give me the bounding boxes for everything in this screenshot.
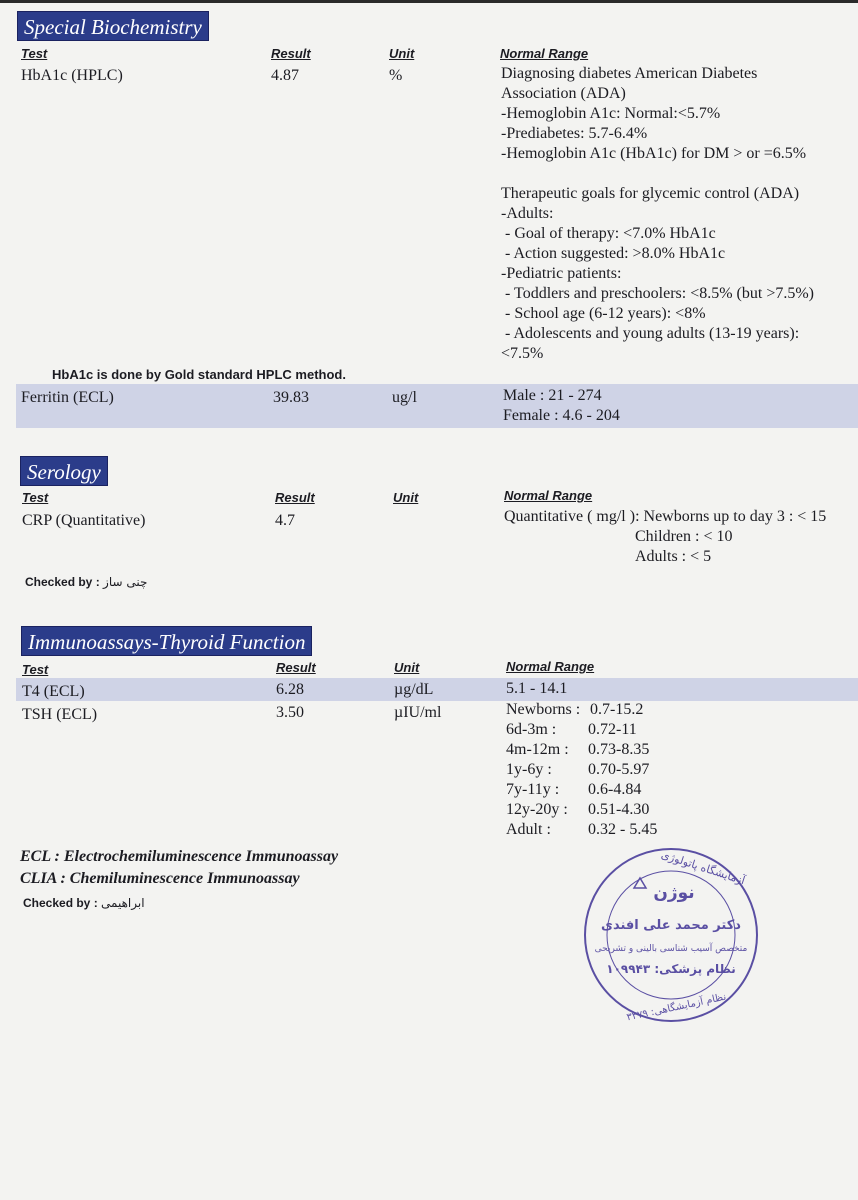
section-title-serology: Serology: [20, 456, 108, 486]
checked-by-name: ابراهیمی: [101, 896, 145, 910]
range-line: - Toddlers and preschoolers: <8.5% (but >7.5%): [501, 285, 815, 302]
tsh-unit: µIU/ml: [394, 704, 442, 721]
crp-range-line: Adults : < 5: [635, 548, 712, 565]
header-normal-range: Normal Range: [506, 659, 595, 674]
t4-row-band: [16, 678, 858, 701]
tsh-range-age: Newborns :: [506, 701, 581, 718]
header-test: Test: [21, 46, 48, 61]
section-title-thyroid: Immunoassays-Thyroid Function: [21, 626, 312, 656]
svg-text:دکتر محمد علی افندی: دکتر محمد علی افندی: [601, 918, 741, 933]
tsh-range-value: 0.32 - 5.45: [588, 821, 658, 838]
tsh-range-age: 6d-3m :: [506, 721, 557, 738]
checked-by-label: Checked by :: [23, 896, 98, 910]
tsh-range-age: 4m-12m :: [506, 741, 569, 758]
range-line: Diagnosing diabetes American Diabetes: [501, 65, 758, 82]
header-test: Test: [22, 662, 49, 677]
hba1c-result: 4.87: [271, 67, 299, 84]
range-line: -Prediabetes: 5.7-6.4%: [501, 125, 648, 142]
hba1c-normal-range: [501, 64, 814, 364]
serology-checked-by: [25, 575, 147, 589]
pathology-lab-stamp: [582, 846, 760, 1024]
crp-range-line: Children : < 10: [635, 528, 733, 545]
crp-test-name: CRP (Quantitative): [22, 512, 146, 529]
svg-text:نظام پزشکی: ۱۰۹۹۴۳: نظام پزشکی: ۱۰۹۹۴۳: [606, 962, 736, 976]
checked-by-name: چنی ساز: [103, 575, 148, 589]
range-line: Therapeutic goals for glycemic control (ADA): [501, 185, 800, 202]
tsh-range-value: 0.6-4.84: [588, 781, 642, 798]
tsh-result: 3.50: [276, 704, 304, 721]
hba1c-test-name: HbA1c (HPLC): [21, 67, 123, 84]
footer-checked-by: [23, 896, 145, 910]
ferritin-unit: ug/l: [392, 389, 417, 406]
svg-text:متخصص آسیب شناسی بالینی و تشری: متخصص آسیب شناسی بالینی و تشریحی: [594, 944, 748, 954]
svg-text:نوژن: نوژن: [653, 883, 695, 903]
header-unit: Unit: [393, 490, 419, 505]
svg-text:نظام آزمایشگاهی: ۳۳۷۹: نظام آزمایشگاهی: ۳۳۷۹: [625, 991, 728, 1024]
t4-result: 6.28: [276, 681, 304, 698]
t4-test-name: T4 (ECL): [22, 683, 85, 700]
range-line: Male : 21 - 274: [503, 387, 602, 404]
checked-by-label: Checked by :: [25, 575, 100, 589]
range-line: Female : 4.6 - 204: [503, 407, 620, 424]
range-line: - Adolescents and young adults (13-19 years):: [501, 325, 800, 342]
tsh-range-age: Adult :: [506, 821, 551, 838]
header-test: Test: [22, 490, 49, 505]
range-line: -Adults:: [501, 205, 554, 222]
tsh-test-name: TSH (ECL): [22, 706, 98, 723]
svg-text:آزمایشگاه پاتولوژی: آزمایشگاه پاتولوژی: [659, 848, 747, 888]
hba1c-method-note: HbA1c is done by Gold standard HPLC method.: [52, 367, 346, 382]
tsh-range-value: 0.73-8.35: [588, 741, 650, 758]
tsh-range-value: 0.7-15.2: [590, 701, 644, 718]
ferritin-row-band: [16, 384, 858, 428]
range-line: -Hemoglobin A1c (HbA1c) for DM > or =6.5%: [501, 145, 807, 162]
header-unit: Unit: [389, 46, 415, 61]
clia-definition: CLIA : Chemiluminescence Immunoassay: [20, 870, 300, 887]
header-result: Result: [276, 660, 316, 675]
crp-result: 4.7: [275, 512, 295, 529]
tsh-range-age: 1y-6y :: [506, 761, 552, 778]
header-normal-range: Normal Range: [500, 46, 589, 61]
range-line: -Hemoglobin A1c: Normal:<5.7%: [501, 105, 721, 122]
ecl-definition: ECL : Electrochemiluminescence Immunoassay: [20, 848, 339, 865]
range-line-spacer: [501, 164, 814, 184]
t4-unit: µg/dL: [394, 681, 434, 698]
ferritin-result: 39.83: [273, 389, 309, 406]
t4-normal-range: 5.1 - 14.1: [506, 680, 568, 697]
header-unit: Unit: [394, 660, 420, 675]
crp-range-line: Quantitative ( mg/l ): Newborns up to day 3 : < 15: [504, 508, 827, 525]
tsh-range-age: 12y-20y :: [506, 801, 568, 818]
header-result: Result: [271, 46, 311, 61]
range-line: -Pediatric patients:: [501, 265, 622, 282]
ferritin-test-name: Ferritin (ECL): [21, 389, 114, 406]
section-title-special-biochemistry: Special Biochemistry: [17, 11, 209, 41]
ferritin-normal-range: [503, 386, 620, 426]
tsh-range-age: 7y-11y :: [506, 781, 560, 798]
range-line: - Goal of therapy: <7.0% HbA1c: [501, 225, 716, 242]
range-line: - Action suggested: >8.0% HbA1c: [501, 245, 726, 262]
range-line: Association (ADA): [501, 85, 626, 102]
header-normal-range: Normal Range: [504, 488, 593, 503]
range-line: <7.5%: [501, 345, 544, 362]
hba1c-unit: %: [389, 67, 403, 84]
tsh-range-value: 0.72-11: [588, 721, 637, 738]
tsh-range-value: 0.70-5.97: [588, 761, 650, 778]
header-result: Result: [275, 490, 315, 505]
top-border: [0, 0, 858, 3]
range-line: - School age (6-12 years): <8%: [501, 305, 706, 322]
tsh-range-value: 0.51-4.30: [588, 801, 650, 818]
